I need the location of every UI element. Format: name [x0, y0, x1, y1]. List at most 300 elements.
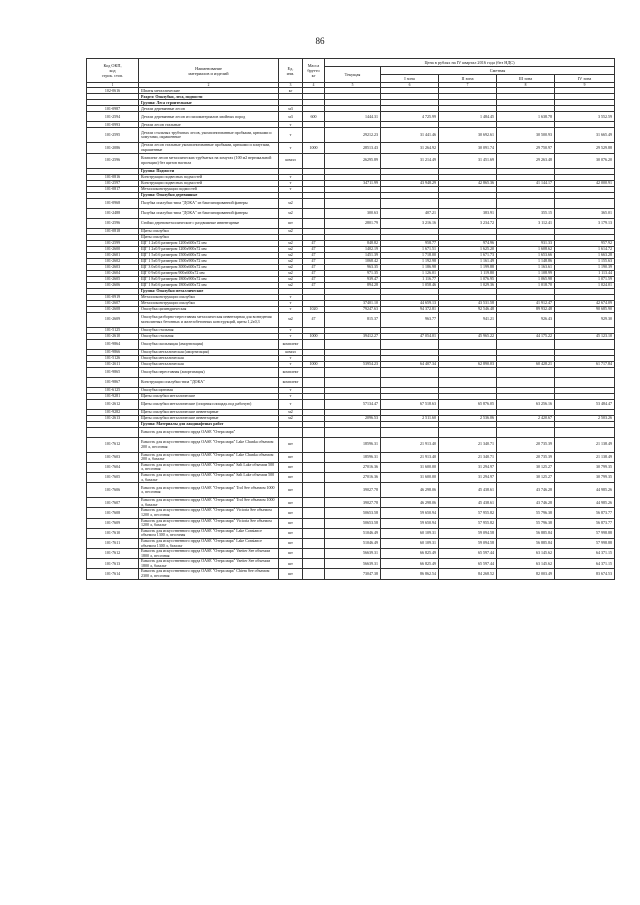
table-row	[87, 198, 615, 208]
cell-unit: шт	[279, 569, 303, 579]
cell-unit: м2	[279, 258, 303, 264]
cell-unit: кг	[279, 88, 303, 94]
header-zone-3: III зона	[497, 75, 555, 83]
cell-zone-2-price: 21 340.71	[439, 437, 497, 452]
cell-unit: т	[279, 143, 303, 153]
column-index: 5	[325, 83, 381, 88]
cell-name: Щиты опалубки металлические	[139, 393, 279, 399]
cell-mass: 47	[303, 270, 325, 276]
cell-zone-4-price	[555, 367, 615, 377]
header-unit-line: Ед.	[287, 65, 294, 71]
cell-zone-4-price	[555, 377, 615, 387]
cell-mass: 1000	[303, 143, 325, 153]
table-row	[87, 528, 615, 538]
cell-unit: м2	[279, 276, 303, 282]
cell-zone-1-price: 66 825.49	[381, 549, 439, 559]
header-price-title: Цена в рублях на IV квартал 2016 года (без НДС)	[325, 59, 615, 67]
cell-zone-3-price: 355.15	[497, 208, 555, 218]
cell-mass	[303, 483, 325, 498]
cell-mass	[303, 427, 325, 437]
cell-mass	[303, 399, 325, 409]
cell-code: 101-2597	[87, 180, 139, 186]
cell-code: 101-2596	[87, 153, 139, 168]
cell-unit: т	[279, 387, 303, 393]
cell-code: 101-2596	[87, 218, 139, 228]
cell-zone-4-price: 3 179.13	[555, 218, 615, 228]
table-row	[87, 452, 615, 462]
table-header	[87, 59, 615, 88]
cell-mass	[303, 218, 325, 228]
cell-zone-1-price: 21 913.40	[381, 452, 439, 462]
cell-mass	[303, 437, 325, 452]
table-row	[87, 549, 615, 559]
cell-current-price: 37401.10	[325, 300, 381, 306]
cell-zone-3-price: 1 608.62	[497, 246, 555, 252]
cell-zone-4-price: 57 998.88	[555, 538, 615, 548]
cell-mass	[303, 128, 325, 143]
table-row	[87, 462, 615, 472]
cell-zone-4-price: 83 674.53	[555, 569, 615, 579]
table-row	[87, 377, 615, 387]
cell-zone-2-price: 3 234.72	[439, 218, 497, 228]
cell-code: 101-2604	[87, 270, 139, 276]
cell-zone-1-price: 2 511.60	[381, 415, 439, 421]
cell-zone-1-price: 31 264.92	[381, 143, 439, 153]
price-table-container	[86, 58, 614, 580]
cell-name: ЩГ 1 5х0.6 размером 1500х600х72 мм	[139, 252, 279, 258]
cell-name: Конструкции опалубки типа "ДОКА"	[139, 377, 279, 387]
header-code-line: код	[109, 68, 116, 73]
cell-zone-1-price: 1 116.77	[381, 276, 439, 282]
cell-code: 101-0993	[87, 122, 139, 128]
cell-zone-3-price: 1 018.70	[497, 282, 555, 288]
cell-zone-3-price: 30 125.27	[497, 472, 555, 482]
table-row	[87, 559, 615, 569]
cell-zone-1-price: 958.77	[381, 240, 439, 246]
cell-code: 101-7608	[87, 508, 139, 518]
cell-zone-1-price: 66 825.49	[381, 559, 439, 569]
cell-zone-2-price: 941.21	[439, 312, 497, 327]
cell-zone-3-price: 1 653.66	[497, 252, 555, 258]
cell-code: 101-0816	[87, 174, 139, 180]
cell-unit: шт	[279, 538, 303, 548]
cell-zone-4-price: 53 484.47	[555, 399, 615, 409]
cell-zone-1-price: 21 913.40	[381, 437, 439, 452]
cell-code: 101-2603	[87, 264, 139, 270]
cell-mass	[303, 472, 325, 482]
cell-zone-2-price	[439, 377, 497, 387]
cell-name: ЩГ 1 8х0.9 размером 1800х900х72 мм	[139, 276, 279, 282]
header-mass-line: брутто	[307, 68, 320, 73]
cell-current-price: 50653.58	[325, 518, 381, 528]
cell-current-price: 56639.31	[325, 559, 381, 569]
cell-code: 101-2594	[87, 112, 139, 122]
cell-code: 101-7607	[87, 498, 139, 508]
table-row	[87, 569, 615, 579]
cell-name: Опалубка переставная (амортизация)	[139, 367, 279, 377]
cell-unit: м2	[279, 270, 303, 276]
table-row	[87, 538, 615, 548]
cell-mass	[303, 377, 325, 387]
cell-name: Емкость для искусственного пруда OASE "Oтера мара" Victoria See объемом 1200 л, песочная	[139, 508, 279, 518]
table-body	[87, 88, 615, 579]
header-zone-1: I зона	[381, 75, 439, 83]
cell-unit: т	[279, 174, 303, 180]
cell-current-price: 1451.39	[325, 252, 381, 258]
cell-unit: т	[279, 393, 303, 399]
cell-unit: шт	[279, 528, 303, 538]
cell-code: 101-2600	[87, 246, 139, 252]
cell-current-price: 50653.58	[325, 508, 381, 518]
cell-code: 101-7611	[87, 538, 139, 548]
cell-zone-2-price: 21 340.71	[439, 452, 497, 462]
cell-name: Щиты опалубки металлические инвентарные	[139, 415, 279, 421]
cell-mass	[303, 153, 325, 168]
cell-zone-1-price: 1 186.98	[381, 264, 439, 270]
cell-code: 101-9866	[87, 349, 139, 355]
cell-code: 101-2608	[87, 306, 139, 312]
cell-mass	[303, 518, 325, 528]
cell-mass: 1020	[303, 306, 325, 312]
cell-unit: т	[279, 355, 303, 361]
cell-code	[87, 427, 139, 437]
cell-zone-3-price: 43 746.28	[497, 483, 555, 498]
cell-name: Емкость для искусственного пруда OASE "Oтера мара" Lake Constance объемом 1300 л, базальт	[139, 538, 279, 548]
cell-zone-4-price: 929.30	[555, 312, 615, 327]
cell-zone-2-price: 1 484.45	[439, 112, 497, 122]
cell-zone-3-price	[497, 367, 555, 377]
cell-zone-2-price: 84 268.52	[439, 569, 497, 579]
cell-code: 101-2611	[87, 361, 139, 367]
cell-code: 101-7604	[87, 462, 139, 472]
cell-name: Емкость для искусственного пруда OASE "Oтера мара" Vaetter See объемом 1800 л, базальт	[139, 559, 279, 569]
cell-zone-2-price: 31 294.97	[439, 472, 497, 482]
cell-current-price: 18596.31	[325, 437, 381, 452]
column-index: 4	[303, 83, 325, 88]
table-row	[87, 218, 615, 228]
cell-zone-2-price: 1 029.36	[439, 282, 497, 288]
cell-name: Металлоконструкции подмостей	[139, 186, 279, 192]
cell-name: Щиты опалубки	[139, 234, 279, 240]
cell-mass	[303, 208, 325, 218]
cell-unit: компл	[279, 153, 303, 168]
cell-unit: шт	[279, 483, 303, 498]
cell-unit: т	[279, 361, 303, 367]
cell-current-price: 73047.38	[325, 569, 381, 579]
cell-mass	[303, 198, 325, 208]
cell-code: 101-7613	[87, 559, 139, 569]
cell-zone-1-price: 1 671.51	[381, 246, 439, 252]
cell-mass: 47	[303, 258, 325, 264]
table-row	[87, 483, 615, 498]
cell-current-price: 79247.63	[325, 306, 381, 312]
cell-code: 101-9865	[87, 367, 139, 377]
cell-name: Емкость для искусственного пруда OASE "Oтера мара" Victoria See объемом 1200 л, базальт	[139, 518, 279, 528]
cell-name: ЩГ 1 2х0.6 размером 1200х600х72 мм	[139, 240, 279, 246]
cell-name: Емкость для искусственного пруда OASE "Oтера мара" Salt Lake объемом 500 л, базальт	[139, 472, 279, 482]
table-row	[87, 128, 615, 143]
cell-zone-1-price: 407.21	[381, 208, 439, 218]
cell-zone-3-price	[497, 198, 555, 208]
cell-zone-1-price: 60 109.31	[381, 538, 439, 548]
cell-mass	[303, 452, 325, 462]
cell-zone-4-price: 1 071.59	[555, 276, 615, 282]
cell-zone-4-price: 64 371.15	[555, 559, 615, 569]
cell-mass	[303, 528, 325, 538]
cell-current-price	[325, 367, 381, 377]
cell-zone-4-price: 21 138.49	[555, 437, 615, 452]
cell-mass: 47	[303, 240, 325, 246]
cell-zone-3-price: 55 796.38	[497, 508, 555, 518]
cell-name: Щиты опалубки металлические инвентарные	[139, 409, 279, 415]
table-row	[87, 508, 615, 518]
cell-code: 101-7605	[87, 472, 139, 482]
cell-zone-1-price	[381, 367, 439, 377]
cell-name: Палубка опалубки типа "ДОКА" из бакелизированной фанеры	[139, 198, 279, 208]
cell-name: Конструкции подвесных подмостей	[139, 180, 279, 186]
cell-zone-1-price: 31 600.00	[381, 462, 439, 472]
cell-code: 101-0919	[87, 294, 139, 300]
cell-code: 101-7612	[87, 437, 139, 452]
cell-unit: компл	[279, 349, 303, 355]
cell-current-price: 56639.31	[325, 549, 381, 559]
cell-zone-2-price: 974.96	[439, 240, 497, 246]
cell-zone-2-price: 92 546.48	[439, 306, 497, 312]
cell-name: Стойки деревометаллические с раздвижные инвентарные	[139, 218, 279, 228]
table-row	[87, 143, 615, 153]
page-number: 86	[315, 36, 325, 46]
cell-zone-3-price: 41 144.17	[497, 180, 555, 186]
cell-zone-3-price	[497, 339, 555, 349]
cell-code: 101-2602	[87, 258, 139, 264]
table-row	[87, 112, 615, 122]
cell-code: 101-2606	[87, 282, 139, 288]
cell-zone-4-price: 1 663.28	[555, 252, 615, 258]
cell-zone-1-price: 59 650.94	[381, 518, 439, 528]
cell-current-price: 300.63	[325, 208, 381, 218]
cell-zone-3-price: 1 108.99	[497, 270, 555, 276]
table-row	[87, 437, 615, 452]
cell-code: 101-0818	[87, 228, 139, 234]
header-mass	[303, 59, 325, 83]
cell-zone-1-price: 43 948.29	[381, 180, 439, 186]
column-index: 1	[87, 83, 139, 88]
cell-zone-3-price: 20 735.39	[497, 452, 555, 462]
cell-code: 101-2601	[87, 252, 139, 258]
cell-unit: т	[279, 333, 303, 339]
cell-name: Опалубка разборно-переставная металлическая инвентарная для возведения монолитных бетонных и железобетонных конструкций, щиты 1,2х0,3	[139, 312, 279, 327]
cell-current-price	[325, 198, 381, 208]
cell-current-price: 39412.27	[325, 333, 381, 339]
cell-unit: шт	[279, 498, 303, 508]
cell-zone-3-price: 56 885.84	[497, 538, 555, 548]
cell-code: 101-2610	[87, 333, 139, 339]
table-row	[87, 399, 615, 409]
column-index: 7	[439, 83, 497, 88]
cell-zone-1-price: 46 298.06	[381, 498, 439, 508]
cell-current-price: 2801.79	[325, 218, 381, 228]
cell-name: Шпаты металлические	[139, 88, 279, 94]
cell-zone-2-price: 45 438.61	[439, 483, 497, 498]
cell-zone-3-price: 56 885.84	[497, 528, 555, 538]
cell-unit: шт	[279, 462, 303, 472]
cell-current-price	[325, 427, 381, 437]
cell-zone-4-price: 56 873.77	[555, 518, 615, 528]
cell-zone-3-price: 41 912.47	[497, 300, 555, 306]
cell-zone-3-price: 1 148.86	[497, 258, 555, 264]
cell-zone-1-price: 963.77	[381, 312, 439, 327]
cell-zone-2-price: 65 876.05	[439, 399, 497, 409]
cell-unit: м2	[279, 415, 303, 421]
cell-code: 101-6125	[87, 387, 139, 393]
cell-zone-4-price: 56 873.77	[555, 508, 615, 518]
cell-mass: 47	[303, 312, 325, 327]
cell-zone-2-price: 1 076.95	[439, 276, 497, 282]
cell-current-price: 26295.89	[325, 153, 381, 168]
cell-zone-4-price: 21 138.49	[555, 452, 615, 462]
cell-code: 101-2605	[87, 276, 139, 282]
cell-zone-2-price: 383.91	[439, 208, 497, 218]
cell-current-price: 28513.43	[325, 143, 381, 153]
cell-name: Конструкции подвесных подмостей	[139, 174, 279, 180]
cell-zone-1-price: 31 441.46	[381, 128, 439, 143]
cell-zone-1-price: 1 718.00	[381, 252, 439, 258]
table-row	[87, 339, 615, 349]
cell-zone-1-price	[381, 339, 439, 349]
cell-mass	[303, 498, 325, 508]
cell-zone-2-price	[439, 427, 497, 437]
cell-name: Комплект лесов металлических трубчатых на хомутах (100 м2 вертикальной проекции) без щитов настила	[139, 153, 279, 168]
cell-zone-1-price: 4 725.99	[381, 112, 439, 122]
price-table	[86, 58, 615, 580]
cell-mass	[303, 569, 325, 579]
cell-zone-3-price	[497, 377, 555, 387]
cell-zone-3-price: 29 263.48	[497, 153, 555, 168]
cell-code: 101-9864	[87, 339, 139, 349]
cell-unit: м2	[279, 198, 303, 208]
cell-zone-3-price: 63 256.16	[497, 399, 555, 409]
cell-name: Емкость для искусственного пруда OASE "Oтера мара" Trol See объемом 1000 л, базальт	[139, 498, 279, 508]
cell-zone-3-price: 60 428.21	[497, 361, 555, 367]
cell-name: Детали стальных трубчатых лесов, укомплектованные пробками, крюками и хомутами, окрашенные	[139, 128, 279, 143]
cell-zone-2-price: 45 965.22	[439, 333, 497, 339]
cell-current-price: 51046.49	[325, 538, 381, 548]
cell-zone-2-price: 30 692.61	[439, 128, 497, 143]
cell-code: 101-2595	[87, 128, 139, 143]
cell-unit: м2	[279, 252, 303, 258]
cell-zone-4-price: 31 665.49	[555, 128, 615, 143]
cell-unit: т	[279, 180, 303, 186]
cell-zone-4-price: 29 529.88	[555, 143, 615, 153]
cell-zone-1-price: 46 298.06	[381, 483, 439, 498]
cell-zone-4-price: 44 985.26	[555, 483, 615, 498]
cell-mass	[303, 549, 325, 559]
header-code-line: строк. стоп.	[101, 73, 124, 78]
cell-zone-2-price: 1 199.88	[439, 264, 497, 270]
cell-zone-2-price: 59 094.58	[439, 538, 497, 548]
cell-zone-3-price: 2 420.67	[497, 415, 555, 421]
cell-mass	[303, 508, 325, 518]
cell-mass: 47	[303, 246, 325, 252]
cell-name: Емкость для искусственного пруда OASE "Oтера мара" Trol See объемом 1000 л, песочная	[139, 483, 279, 498]
cell-zone-4-price: 3 552.59	[555, 112, 615, 122]
cell-name: Детали лесов стальные укомплектованные пробками, крюками и хомутами, окрашенные	[139, 143, 279, 153]
cell-zone-4-price: 42 000.91	[555, 180, 615, 186]
cell-zone-1-price: 3 216.16	[381, 218, 439, 228]
cell-current-price: 39027.78	[325, 483, 381, 498]
cell-unit: комплект	[279, 367, 303, 377]
cell-zone-2-price: 62 890.03	[439, 361, 497, 367]
cell-zone-2-price: 31 294.97	[439, 462, 497, 472]
header-mass-line: Масса	[307, 63, 320, 68]
cell-code: 101-7612	[87, 549, 139, 559]
cell-code: 101-2607	[87, 300, 139, 306]
cell-zone-4-price: 44 985.26	[555, 498, 615, 508]
cell-name: Емкость для искусственного пруда OASE "Oтера мара" Chiem See объемом 2300 л, песочная	[139, 569, 279, 579]
cell-mass: 47	[303, 264, 325, 270]
cell-name: Металлоконструкции опалубки	[139, 300, 279, 306]
column-index: 2	[139, 83, 279, 88]
cell-name: Металлоконструкции опалубки	[139, 294, 279, 300]
header-estimated: Сметная	[381, 67, 615, 75]
cell-code: 101-5126	[87, 355, 139, 361]
cell-unit: м2	[279, 240, 303, 246]
header-zone-2: II зона	[439, 75, 497, 83]
cell-unit: м3	[279, 112, 303, 122]
cell-zone-1-price: 94 372.81	[381, 306, 439, 312]
cell-current-price: 963.35	[325, 264, 381, 270]
cell-current-price: 894.28	[325, 282, 381, 288]
cell-current-price: 971.35	[325, 270, 381, 276]
cell-unit: шт	[279, 218, 303, 228]
cell-zone-4-price: 30 799.35	[555, 462, 615, 472]
cell-code: 101-2609	[87, 312, 139, 327]
cell-current-price: 53954.23	[325, 361, 381, 367]
cell-zone-4-price: 2 503.26	[555, 415, 615, 421]
cell-current-price: 39027.78	[325, 498, 381, 508]
header-mass-line: кг	[311, 73, 316, 78]
header-unit	[279, 59, 303, 83]
header-code	[87, 59, 139, 83]
cell-zone-4-price	[555, 198, 615, 208]
cell-name: Щиты опалубки металлические (опорная площадь под рабочую)	[139, 399, 279, 409]
cell-zone-2-price: 45 438.61	[439, 498, 497, 508]
cell-zone-1-price: 44 659.13	[381, 300, 439, 306]
cell-zone-3-price: 30 125.27	[497, 462, 555, 472]
cell-zone-3-price: 1 163.61	[497, 264, 555, 270]
cell-current-price: 51046.49	[325, 528, 381, 538]
cell-name: ЩГ 1 8х0.6 размером 1800х600х72 мм	[139, 282, 279, 288]
cell-code: 101-2086	[87, 143, 139, 153]
cell-mass: 47	[303, 276, 325, 282]
cell-zone-4-price: 64 371.15	[555, 549, 615, 559]
cell-code: 101-5125	[87, 327, 139, 333]
cell-unit: м2	[279, 264, 303, 270]
cell-name: ЩГ 3 0х0.6 размером 3000х600х72 мм	[139, 264, 279, 270]
table-row	[87, 472, 615, 482]
cell-unit: т	[279, 306, 303, 312]
cell-unit: т	[279, 399, 303, 409]
cell-zone-2-price: 42 865.36	[439, 180, 497, 186]
cell-unit: шт	[279, 549, 303, 559]
cell-code: 101-2612	[87, 399, 139, 409]
cell-code: 101-7610	[87, 528, 139, 538]
cell-current-price: 57134.47	[325, 399, 381, 409]
table-row	[87, 518, 615, 528]
cell-code: 101-7603	[87, 452, 139, 462]
cell-code: 102-0616	[87, 88, 139, 94]
cell-name: Группа: Опалубки деревянные	[139, 192, 279, 198]
